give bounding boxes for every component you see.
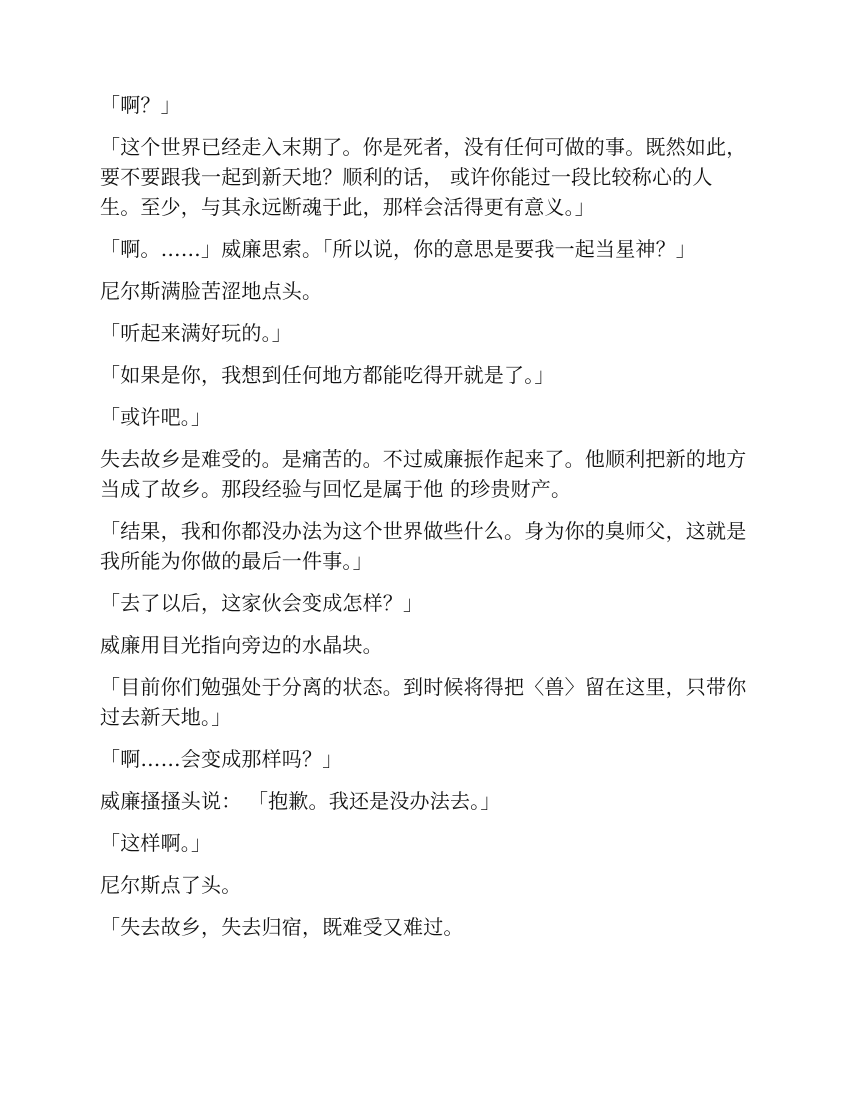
document-page: [100, 90, 750, 954]
paragraph-2: 「这个世界已经走入末期了。你是死者，没有任何可做的事。既然如此，要不要跟我一起到新天地？顺利的话， 或许你能过一段比较称心的人生。至少，与其永远断魂于此，那样会活得更有意义。」: [100, 135, 747, 219]
paragraph-15: 「这样啊。」: [100, 831, 212, 855]
paragraph-12: 「目前你们勉强处于分离的状态。到时候将得把〈兽〉留在这里，只带你过去新天地。」: [100, 675, 747, 729]
paragraph-14: 威廉搔搔头说： 「抱歉。我还是没办法去。」: [100, 789, 501, 813]
paragraph-11: 威廉用目光指向旁边的水晶块。: [100, 633, 383, 657]
paragraph-7: 「或许吧。」: [100, 405, 212, 429]
paragraph-16: 尼尔斯点了头。: [100, 873, 242, 897]
paragraph-5: 「听起来满好玩的。」: [100, 321, 292, 345]
paragraph-17: 「失去故乡，失去归宿，既难受又难过。: [100, 915, 464, 939]
paragraph-13: 「啊……会变成那样吗？」: [100, 747, 343, 771]
paragraph-9: 「结果，我和你都没办法为这个世界做些什么。身为你的臭师父，这就是我所能为你做的最后一件事。」: [100, 519, 747, 573]
paragraph-8: 失去故乡是难受的。是痛苦的。不过威廉振作起来了。他顺利把新的地方当成了故乡。那段经验与回忆是属于他 的珍贵财产。: [100, 447, 747, 501]
paragraph-10: 「去了以后，这家伙会变成怎样？」: [100, 591, 424, 615]
paragraph-6: 「如果是你，我想到任何地方都能吃得开就是了。」: [100, 363, 555, 387]
paragraph-3: 「啊。……」威廉思索。「所以说，你的意思是要我一起当星神？」: [100, 237, 696, 261]
paragraph-4: 尼尔斯满脸苦涩地点头。: [100, 279, 323, 303]
paragraph-1: 「啊？」: [100, 93, 181, 117]
